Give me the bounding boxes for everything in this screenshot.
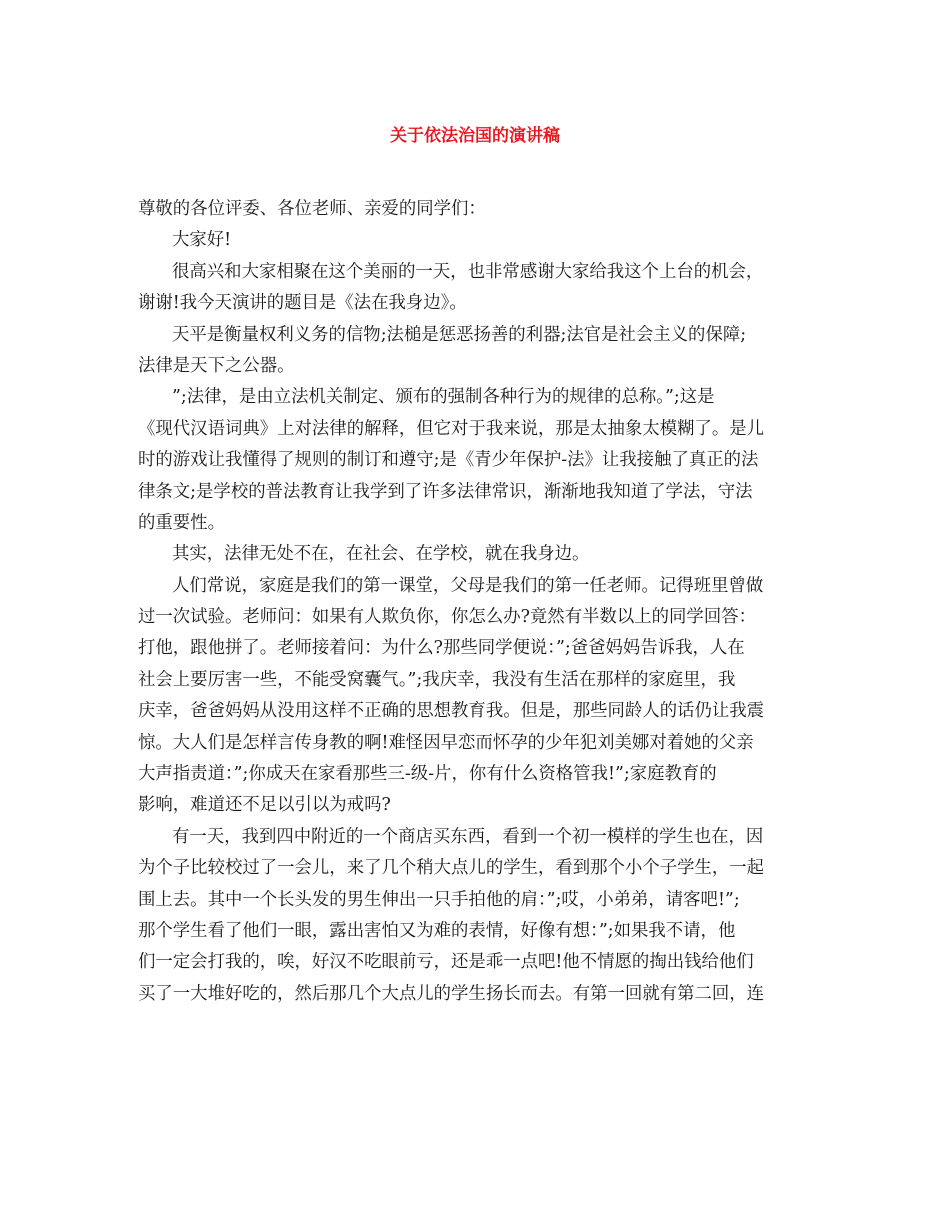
text-line: 为个子比较校过了一会儿，来了几个稍大点儿的学生，看到那个小个子学生，一起: [138, 858, 765, 879]
text-line: 那个学生看了他们一眼，露出害怕又为难的表情，好像有想：”;如果我不请，他: [138, 920, 736, 941]
text-line: 天平是衡量权利义务的信物;法槌是惩恶扬善的利器;法官是社会主义的保障;: [172, 324, 747, 345]
document-body: [138, 194, 824, 1010]
text-line: 影响，难道还不足以引以为戒吗?: [138, 795, 391, 816]
text-line: 其实，法律无处不在，在社会、在学校，就在我身边。: [172, 544, 590, 565]
text-line: 过一次试验。老师问：如果有人欺负你，你怎么办?竟然有半数以上的同学回答：: [138, 607, 756, 628]
text-line: 买了一大堆好吃的，然后那几个大点儿的学生扬长而去。有第一回就有第二回，连: [138, 983, 765, 1004]
text-line: 围上去。其中一个长头发的男生伸出一只手拍他的肩：”;哎，小弟弟，请客吧!”;: [138, 889, 740, 910]
text-line: 们一定会打我的，唉，好汉不吃眼前亏，还是乖一点吧!他不情愿的掏出钱给他们: [138, 952, 754, 973]
text-line: 大家好!: [172, 230, 232, 251]
document-title: 关于依法治国的演讲稿: [390, 126, 560, 146]
text-line: 惊。大人们是怎样言传身教的啊!难怪因早恋而怀孕的少年犯刘美娜对着她的父亲: [138, 732, 754, 753]
text-line: 的重要性。: [138, 512, 225, 533]
text-line: 打他，跟他拼了。老师接着问：为什么?那些同学便说：”;爸爸妈妈告诉我，人在: [138, 638, 745, 659]
text-line: 法律是天下之公器。: [138, 355, 295, 376]
text-line: 有一天，我到四中附近的一个商店买东西，看到一个初一模样的学生也在，因: [172, 826, 764, 847]
text-line: 很高兴和大家相聚在这个美丽的一天，也非常感谢大家给我这个上台的机会，: [172, 261, 764, 282]
text-line: 社会上要厉害一些，不能受窝囊气。”;我庆幸，我没有生活在那样的家庭里，我: [138, 669, 736, 690]
text-line: 律条文;是学校的普法教育让我学到了许多法律常识，渐渐地我知道了学法，守法: [138, 481, 753, 502]
text-line: ”;法律，是由立法机关制定、颁布的强制各种行为的规律的总称。”;这是: [172, 387, 715, 408]
text-line: 谢谢!我今天演讲的题目是《法在我身边》。: [138, 293, 467, 314]
text-line: 尊敬的各位评委、各位老师、亲爱的同学们：: [138, 199, 486, 219]
text-line: 大声指责道：”;你成天在家看那些三-级-片，你有什么资格管我!”;家庭教育的: [138, 764, 717, 785]
text-line: 时的游戏让我懂得了规则的制订和遵守;是《青少年保护-法》让我接触了真正的法: [138, 450, 759, 471]
text-line: 《现代汉语词典》上对法律的解释，但它对于我来说，那是太抽象太模糊了。是儿: [138, 418, 765, 439]
text-line: 庆幸，爸爸妈妈从没用这样不正确的思想教育我。但是，那些同龄人的话仍让我震: [138, 701, 765, 722]
text-line: 人们常说，家庭是我们的第一课堂，父母是我们的第一任老师。记得班里曾做: [172, 575, 764, 596]
